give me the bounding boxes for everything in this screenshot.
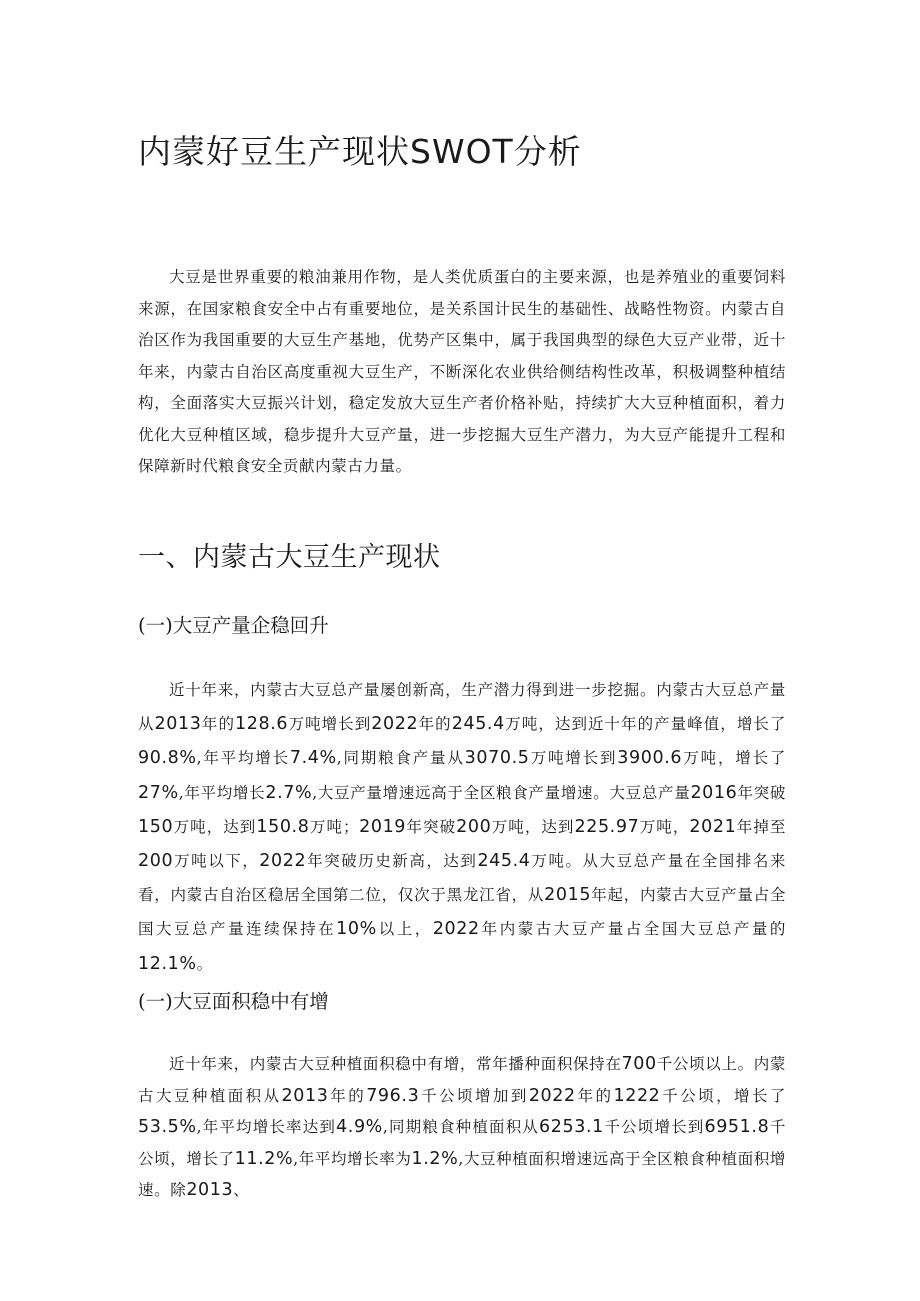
text-run: ,年平均增长率达到 [196, 1118, 337, 1137]
figure-value: 200 [456, 816, 492, 837]
figure-value: 2013 [154, 714, 202, 735]
figure-value: 128.6 [235, 714, 289, 735]
figure-value: 1.2% [411, 1148, 459, 1169]
text-run: 。 [196, 954, 213, 973]
figure-value: 2016 [690, 782, 738, 803]
figure-value: 27% [138, 782, 179, 803]
text-run: 以上， [376, 920, 433, 939]
text-run: 年的 [418, 715, 452, 734]
text-run: 万吨，增长了 [682, 749, 786, 768]
text-run: 、 [233, 1181, 250, 1200]
text-run: 万吨，达到 [491, 817, 575, 836]
figure-value: 12.1% [138, 953, 197, 974]
figure-value: 245.4 [451, 714, 505, 735]
output-paragraph [138, 673, 786, 981]
text-run: ,大豆种植面积增速远高于全区粮食种植面积增速。除 [138, 1149, 787, 1200]
figure-value: 150 [138, 816, 174, 837]
text-run: 近十年来，内蒙古大豆总产量屡创新高，生产潜力得到进一步挖掘。内蒙古大豆总产量从 [138, 681, 786, 734]
text-run: 千公顷增加到 [419, 1086, 529, 1105]
text-run: 万吨，达到 [173, 817, 257, 836]
text-run: 万吨。从大豆总产量在全国排名来看，内蒙古自治区稳居全国第二位，仅次于黑龙江省，从 [138, 852, 786, 905]
text-run: 万吨， [639, 817, 690, 836]
text-run: 万吨增长到 [529, 749, 618, 768]
text-run: 年突破历史新高，达到 [306, 852, 478, 871]
figure-value: 796.3 [366, 1085, 420, 1106]
intro-paragraph: 大豆是世界重要的粮油兼用作物，是人类优质蛋白的主要来源，也是养殖业的重要饲料来源，在国家粮食安全中占有重要地位，是关系国计民生的基础性、战略性物资。内蒙古自治区作为我国重要的大豆生产基地，优势产区集中，属于我国典型的绿色大豆产业带，近十年来，内蒙古自治区高度重视大豆生产，不断深化农业供给侧结构性改革，积极调整种植结构，全面落实大豆振兴计划，稳定发放大豆生产者价格补贴，持续扩大大豆种植面积，着力优化大豆种植区域，稳步提升大豆产量，进一步挖掘大豆生产潜力，为大豆产能提升工程和保障新时代粮食安全贡献内蒙古力量。 [138, 268, 786, 475]
figure-value: 1222 [613, 1085, 661, 1106]
figure-value: 2.7% [265, 782, 313, 803]
text-run: 万吨； [309, 817, 360, 836]
text-run: 年的 [328, 1086, 367, 1105]
figure-value: 2021 [689, 816, 737, 837]
text-run: 千公顷以上。内蒙古大豆种植面积从 [138, 1055, 786, 1105]
text-run: ,年平均增长 [178, 783, 266, 802]
figure-value: 225.97 [574, 816, 640, 837]
subsection-heading-output: (一)大豆产量企稳回升 [138, 614, 329, 637]
text-run: 近十年来，内蒙古大豆种植面积稳中有增，常年播种面积保持在 [169, 1055, 622, 1073]
text-run: 年的 [201, 715, 236, 734]
text-run: 年突破 [406, 817, 457, 836]
text-run: ,同期粮食种植面积从 [382, 1118, 540, 1137]
text-run: ,同期粮食产量从 [336, 749, 465, 768]
figure-value: 200 [138, 851, 174, 872]
text-run: ,年平均增长率为 [293, 1149, 412, 1168]
text-run: 年的 [575, 1086, 614, 1105]
text-run: ,大豆产量增速远高于全区粮食产量增速。大豆总产量 [312, 783, 691, 802]
figure-value: 3900.6 [617, 748, 683, 769]
figure-value: 7.4% [289, 748, 337, 769]
area-paragraph [138, 1049, 786, 1207]
subsection-heading-area: (一)大豆面积稳中有增 [138, 990, 329, 1013]
figure-value: 4.9% [336, 1117, 383, 1138]
figure-value: 53.5% [138, 1117, 197, 1138]
text-run: 千公顷增长到 [603, 1118, 705, 1137]
text-run: 千公顷，增长了 [660, 1086, 787, 1105]
figure-value: 2022 [528, 1085, 576, 1106]
figure-value: 6951.8 [704, 1117, 770, 1138]
figure-value: 700 [621, 1054, 657, 1074]
figure-value: 2013 [281, 1085, 329, 1106]
figure-value: 11.2% [234, 1148, 294, 1169]
figure-value: 2022 [432, 919, 480, 940]
figure-value: 2015 [544, 885, 592, 906]
text-run: 万吨，达到近十年的产量峰值，增长了 [504, 715, 787, 734]
figure-value: 90.8% [138, 748, 197, 769]
figure-value: 245.4 [477, 851, 531, 872]
text-run: 万吨以下， [173, 852, 260, 871]
text-run: 年起，内蒙古大豆产量占全国大豆总产量连续保持在 [138, 886, 786, 939]
text-run: ,年平均增长 [196, 749, 290, 768]
text-run: 年内蒙古大豆产量占全国大豆总产量的 [479, 920, 786, 939]
text-run: 万吨增长到 [288, 715, 372, 734]
document-title: 内蒙好豆生产现状SWOT分析 [138, 132, 582, 171]
figure-value: 2022 [259, 851, 307, 872]
figure-value: 3070.5 [464, 748, 530, 769]
figure-value: 6253.1 [539, 1117, 604, 1138]
figure-value: 2022 [371, 714, 419, 735]
figure-value: 2013 [186, 1180, 234, 1201]
text-run: 年掉至 [736, 817, 786, 836]
figure-value: 10% [336, 919, 377, 940]
figure-value: 2019 [359, 816, 407, 837]
text-run: 年突破 [737, 783, 786, 802]
text-run: 千公顷，增长了 [138, 1118, 786, 1168]
figure-value: 150.8 [256, 816, 310, 837]
section-heading: 一、内蒙古大豆生产现状 [138, 542, 441, 573]
